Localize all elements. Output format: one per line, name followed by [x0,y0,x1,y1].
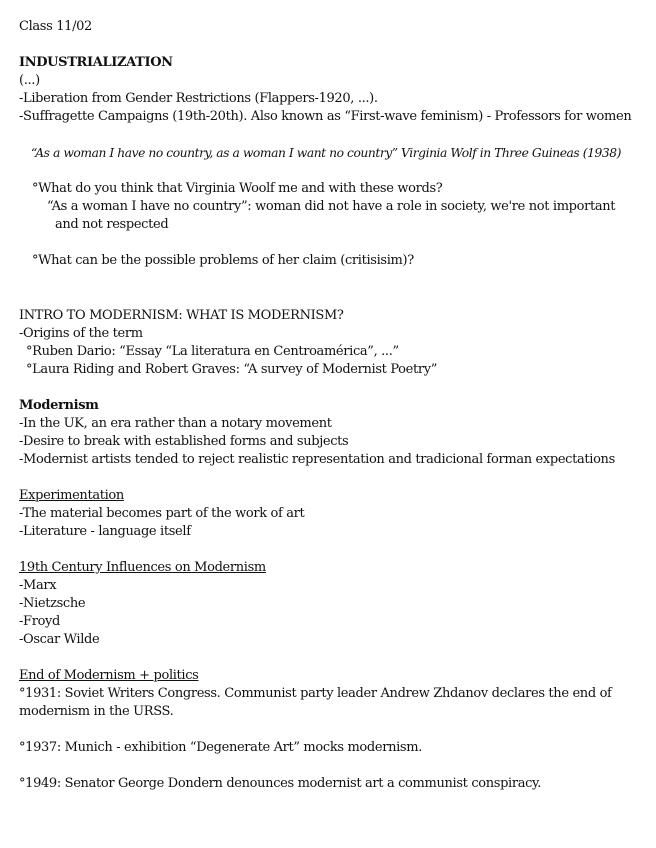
modernism-heading: Modernism [19,398,99,413]
experimentation-heading: Experimentation [19,488,124,503]
influence-item: -Nietzsche [19,596,86,611]
influence-item: -Marx [19,578,57,593]
event-item: °1949: Senator George Dondern denounces modernist art a communist conspiracy. [19,776,542,791]
influences-heading: 19th Century Influences on Modernism [19,560,266,575]
experimentation-item: -Literature - language itself [19,524,191,539]
modernism-item: -Modernist artists tended to reject realistic representation and tradicional forman expectations [19,452,615,467]
question-woolf-meaning: °What do you think that Virginia Woolf me and with these words? [32,181,443,196]
spacer [19,288,638,306]
event-item: °1937: Munich - exhibition “Degenerate Art” mocks modernism. [19,740,422,755]
spacer [19,469,638,487]
influence-item: -Oscar Wilde [19,632,100,647]
class-label: Class 11/02 [19,19,92,34]
industrialization-item: -Suffragette Campaigns (19th-20th). Also known as “First-wave feminism) - Professors for women [19,109,632,124]
spacer [19,126,638,144]
modernism-item: -Desire to break with established forms and subjects [19,434,349,449]
industrialization-heading: INDUSTRIALIZATION [19,55,173,70]
spacer [19,162,638,180]
question-claim-problems: °What can be the possible problems of her claim (critisisim)? [32,253,414,268]
event-item: °1931: Soviet Writers Congress. Communist party leader Andrew Zhdanov declares the end of modernism in the URSS. [19,686,612,719]
spacer [19,649,638,667]
spacer [19,234,638,252]
experimentation-item: -The material becomes part of the work of art [19,506,305,521]
source-item: °Ruben Dario: “Essay “La literatura en Centroamérica”, ...” [26,344,399,359]
end-of-modernism-heading: End of Modernism + politics [19,668,199,683]
source-item: °Laura Riding and Robert Graves: “A survey of Modernist Poetry” [26,362,438,377]
influence-item: -Froyd [19,614,61,629]
industrialization-ellipsis: (...) [19,73,40,88]
spacer [19,757,638,775]
spacer [19,379,638,397]
origins-of-term: -Origins of the term [19,326,143,341]
spacer [19,36,638,54]
industrialization-item: -Liberation from Gender Restrictions (Flappers-1920, ...). [19,91,378,106]
answer-woolf-meaning: “As a woman I have no country”: woman did not have a role in society, we're not important and not respected [47,199,616,232]
modernism-item: -In the UK, an era rather than a notary movement [19,416,332,431]
spacer [19,270,638,288]
spacer [19,541,638,559]
spacer [19,721,638,739]
intro-modernism-heading: INTRO TO MODERNISM: WHAT IS MODERNISM? [19,308,344,323]
woolf-quote: “As a woman I have no country, as a woman I want no country” Virginia Wolf in Three Guineas (1938) [31,146,621,160]
